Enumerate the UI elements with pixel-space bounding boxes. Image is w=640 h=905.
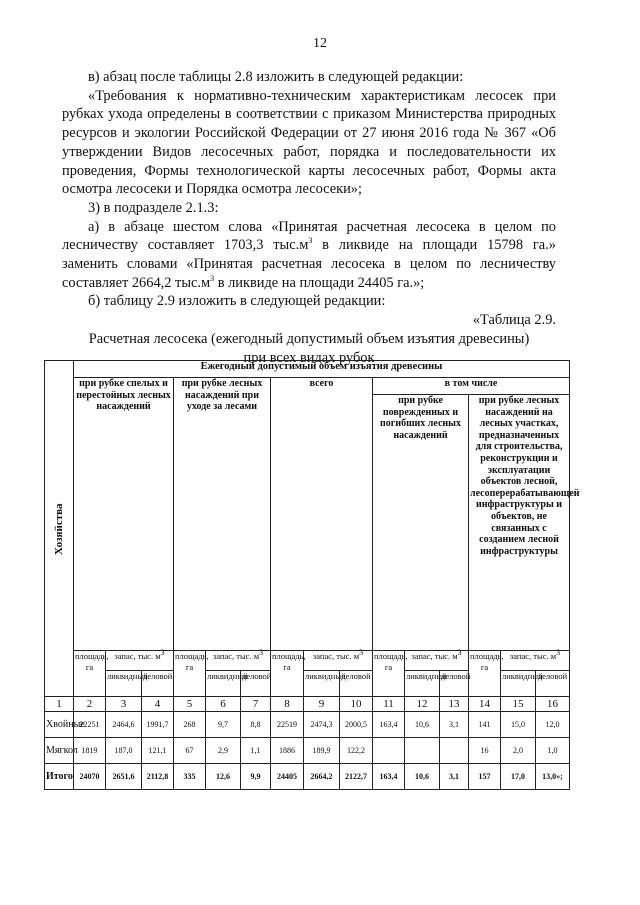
header-area: площадь, га <box>469 651 501 697</box>
header-construction-cut: при рубке лесных насаждений на лесных участках, предназначенных для строительства, реконструкции и эксплуатации объектов лесной, лесоперерабатывающей инфраструктуры и объектов, не связанных с созданием лесной инфраструктуры <box>469 395 570 651</box>
header-care-cut: при рубке лесных насаждений при уходе за лесами <box>174 378 271 651</box>
header-main: Ежегодный допустимый объем изъятия древесины <box>74 361 570 378</box>
header-stock: запас, тыс. $м^3$ <box>501 651 570 671</box>
header-area: площадь, га <box>271 651 304 697</box>
paragraph-1: в) абзац после таблицы 2.8 изложить в следующей редакции: <box>88 69 464 85</box>
header-business: деловой <box>142 671 174 697</box>
paragraph-3: 3) в подразделе 2.1.3: <box>88 199 219 216</box>
header-area: площадь, га <box>74 651 106 697</box>
paragraph-4: а) в абзаце шестом слова «Принятая расчетная лесосека в целом по лесничеству составляет 1703,3 $тыс.м^3$ в ликвиде на площади 15798 га.» заменить словами «Принятая расчетная лесосека в целом по лесничеству составляет 2664,2 $тыс.м^3$ в ликвиде на площади 24405 га.»; <box>62 218 556 291</box>
document-body <box>62 68 556 367</box>
allowable-cut-table <box>44 360 580 790</box>
table-reference: «Таблица 2.9. <box>472 312 556 329</box>
paragraph-5: б) таблицу 2.9 изложить в следующей редакции: <box>88 293 386 310</box>
header-business: деловой <box>440 671 469 697</box>
header-business: деловой <box>241 671 271 697</box>
header-including: в том числе <box>373 378 570 395</box>
header-liquid: ликвидный <box>106 671 142 697</box>
header-area: площадь, га <box>373 651 405 697</box>
header-stock: запас, тыс. $м^3$ <box>106 651 174 671</box>
table-row-softwood: Мягкол 1819 187,0 121,1 67 2,9 1,1 1886 189,9 122,2 16 2,0 1,0 <box>45 738 570 764</box>
header-business: деловой <box>536 671 570 697</box>
header-stock: запас, тыс. $м^3$ <box>405 651 469 671</box>
header-total: всего <box>271 378 373 651</box>
table-row-total: Итого 24070 2651,6 2112,8 335 12,6 9,9 24405 2664,2 2122,7 163,4 10,6 3,1 157 17,0 13,0»; <box>45 764 570 790</box>
table-title-line-2: при всех видах рубок <box>243 349 375 366</box>
table-row-coniferous: Хвойные 22251 2464,6 1991,7 268 9,7 8,8 22519 2474,3 2000,5 163,4 10,6 3,1 141 15,0 12,0 <box>45 712 570 738</box>
header-area: площадь, га <box>174 651 206 697</box>
header-liquid: ликвидный <box>501 671 536 697</box>
page-number: 12 <box>313 36 327 51</box>
column-numbers-row: 1 2 3 4 5 6 7 8 9 10 11 12 13 14 15 16 <box>45 697 570 712</box>
header-liquid: ликвидный <box>304 671 340 697</box>
header-damaged-cut: при рубке поврежденных и погибших лесных насаждений <box>373 395 469 651</box>
table-title-line-1: Расчетная лесосека (ежегодный допустимый объем изъятия древесины) <box>88 330 530 347</box>
header-liquid: ликвидный <box>405 671 440 697</box>
header-liquid: ликвидный <box>206 671 241 697</box>
header-mature-cut: при рубке спелых и перестойных лесных насаждений <box>74 378 174 651</box>
header-farms: Хозяйства <box>45 361 74 697</box>
header-stock: запас, тыс. $м^3$ <box>304 651 373 671</box>
header-business: деловой <box>340 671 373 697</box>
header-stock: запас, тыс. $м^3$ <box>206 651 271 671</box>
paragraph-2: «Требования к нормативно-техническим характеристикам лесосек при рубках ухода определены в соответствии с приказом Министерства природных ресурсов и экологии Российской Федерации от 27 июня 2016 года № 367 «Об утверждении Видов лесосечных работ, порядка и последовательности их проведения, Формы технологической карты лесосечных работ, Формы акта осмотра лесосеки и Порядка осмотра лесосеки»; <box>62 87 556 198</box>
